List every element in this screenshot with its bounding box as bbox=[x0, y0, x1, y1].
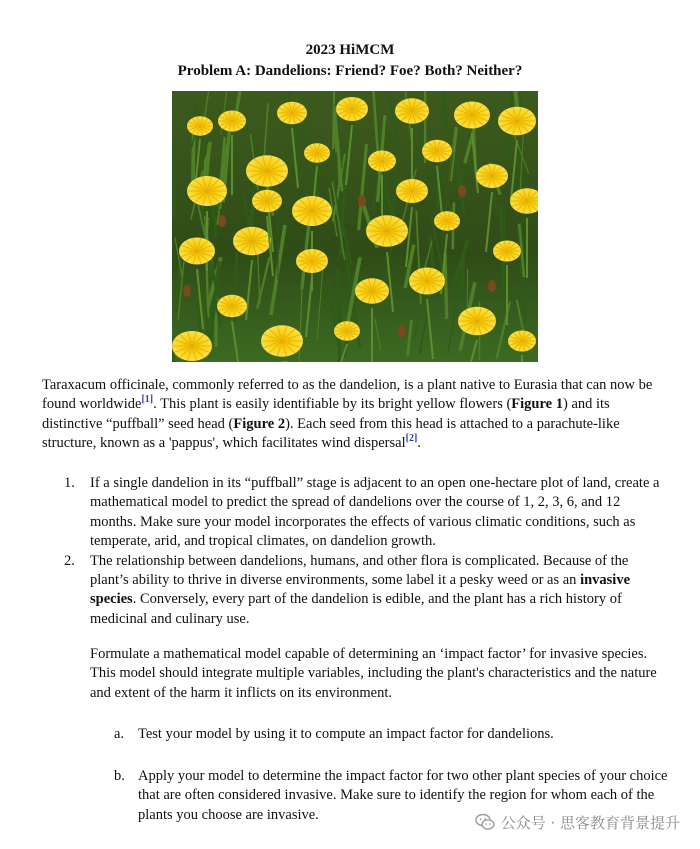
dandelion-field-photo bbox=[172, 91, 538, 362]
list-item-2 bbox=[64, 552, 664, 630]
watermark-text: 公众号 · 思客教育背景提升 bbox=[500, 813, 680, 832]
intro-text-4: ). Each seed from this head is attached to a parachute-like structure, known as a 'pappus', which facilitates wind dispersal bbox=[42, 415, 620, 452]
figure-2-ref: Figure 2 bbox=[233, 415, 286, 432]
list-item-1 bbox=[64, 474, 664, 552]
reference-link-2[interactable]: [2] bbox=[405, 433, 418, 445]
document-title-year: 2023 HiMCM bbox=[305, 42, 395, 58]
intro-text-5: . bbox=[417, 435, 421, 452]
watermark bbox=[475, 810, 680, 834]
sub-item-text: Test your model by using it to compute an impact factor for dandelions. bbox=[138, 726, 554, 742]
intro-text-1: Taraxacum officinale, commonly referred to as the dandelion, is a plant native to Eurasia that can now be found worldwide bbox=[42, 377, 653, 413]
sub-item-a bbox=[114, 725, 674, 744]
sub-item-letter: b. bbox=[114, 768, 125, 784]
sub-item-text: Apply your model to determine the impact factor for two other plant species of your choice that are often considered invasive. Make sure to identify the region for whom each of the plants you choose are invasive. bbox=[138, 768, 668, 823]
list-item-text-b: . Conversely, every part of the dandelion is edible, and the plant has a rich history of medicinal and culinary use. bbox=[90, 591, 622, 627]
intro-text-2: . This plant is easily identifiable by its bright yellow flowers ( bbox=[153, 396, 512, 413]
list-number: 1. bbox=[64, 475, 75, 491]
list-item-text: If a single dandelion in its “puffball” stage is adjacent to an open one-hectare plot of land, create a mathematical model to predict the spread of dandelions over the course of 1, 2, 3, 6, and 12 months. Make sure your model incorporates the effects of various climatic conditions, such as temperate, arid, and tropical climates, on dandelion growth. bbox=[90, 475, 660, 550]
figure-1-ref: Figure 1 bbox=[511, 396, 563, 413]
intro-text-3: ) and its distinctive “puffball” seed head ( bbox=[42, 396, 610, 432]
intro-paragraph bbox=[42, 376, 662, 454]
sub-item-letter: a. bbox=[114, 726, 125, 742]
list-item-text-a: The relationship between dandelions, humans, and other flora is complicated. Because of the plant’s ability to thrive in diverse environments, some label it a pesky weed or as an bbox=[90, 552, 629, 589]
list-number: 2. bbox=[64, 552, 75, 569]
formulate-paragraph: Formulate a mathematical model capable of determining an ‘impact factor’ for invasive species. This model should integrate multiple variables, including the plant's characteristics and the nature and extent of the harm it inflicts on its environment. bbox=[90, 646, 657, 701]
invasive-species-term: invasive species bbox=[90, 572, 631, 608]
reference-link-1[interactable]: [1] bbox=[141, 394, 154, 406]
document-title-problem: Problem A: Dandelions: Friend? Foe? Both? Neither? bbox=[177, 63, 523, 79]
wechat-icon bbox=[475, 812, 495, 832]
numbered-list bbox=[64, 474, 664, 629]
